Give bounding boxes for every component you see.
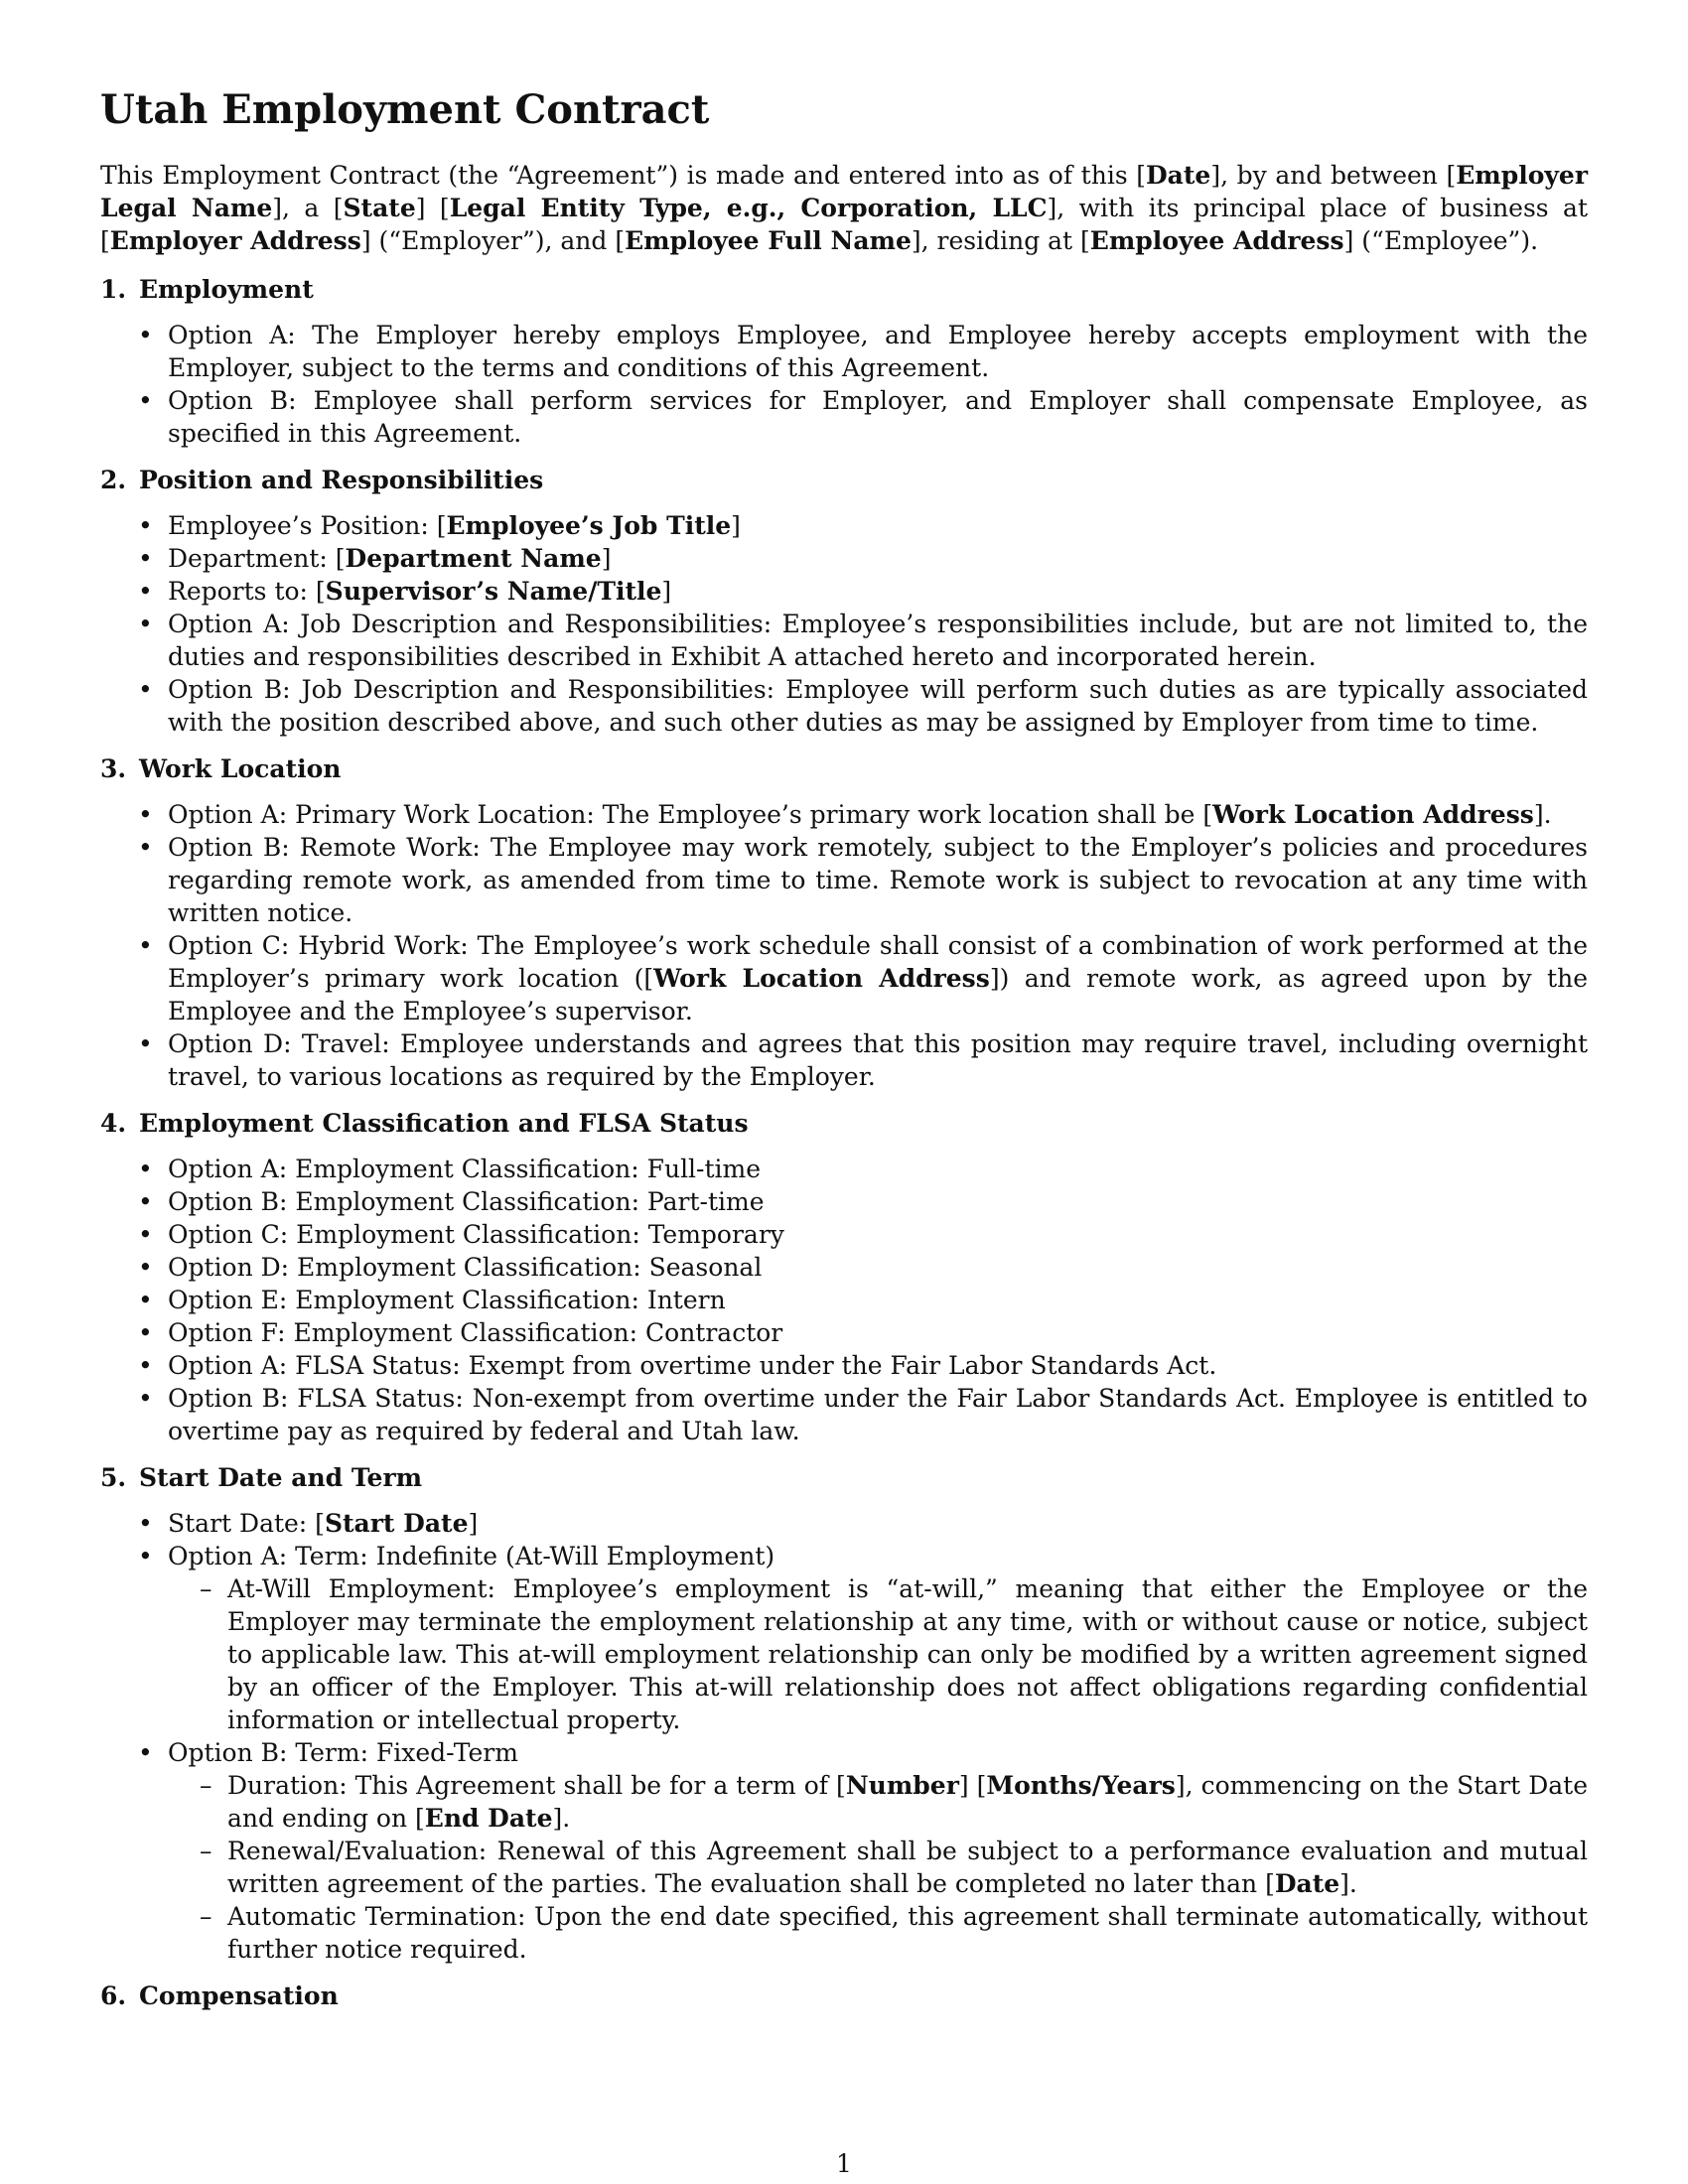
start-date-placeholder: Start Date	[324, 1509, 469, 1538]
section-1-list	[100, 319, 1588, 450]
list-item: • Option B: FLSA Status: Non-exempt from overtime under the Fair Labor Standards Act. Employee is entitled to overtime pay as required by federal and Utah law.	[100, 1382, 1588, 1447]
item-text: Option A: Primary Work Location: The Employee’s primary work location shall be [	[168, 800, 1213, 829]
list-item	[100, 509, 1588, 542]
document-page	[100, 85, 1588, 2025]
intro-text: ], by and between [	[1210, 161, 1457, 190]
employer-address-placeholder: Employer Address	[109, 226, 361, 255]
date-placeholder: Date	[1274, 1869, 1340, 1898]
list-item: • Option D: Travel: Employee understands and agrees that this position may require travel, including overnight travel, to various locations as required by the Employer.	[100, 1027, 1588, 1093]
section-title: Compensation	[139, 1981, 339, 2010]
end-date-placeholder: End Date	[424, 1804, 553, 1833]
section-3-list	[100, 798, 1588, 1093]
section-title: Employment Classification and FLSA Status	[139, 1109, 749, 1138]
employee-name-placeholder: Employee Full Name	[625, 226, 912, 255]
field-label: Employee’s Position: [	[168, 511, 447, 540]
bracket: ]	[731, 511, 741, 540]
item-text: Option C: Hybrid Work: The Employee’s work schedule shall consist of a combination of work performed at the Employer’s primary work location ([	[168, 931, 1588, 993]
field-label: Department: [	[168, 544, 346, 573]
bracket: ]	[468, 1509, 479, 1538]
list-item: • Option A: Job Description and Responsibilities: Employee’s responsibilities include, but are not limited to, the duties and responsibilities described in Exhibit A attached hereto and incorporated herein.	[100, 608, 1588, 673]
list-item	[100, 798, 1588, 831]
number-placeholder: Number	[845, 1771, 959, 1800]
list-item: • Option C: Employment Classification: Temporary	[100, 1218, 1588, 1251]
employer-name-placeholder: Employer Legal Name	[100, 161, 1588, 222]
intro-text: ], with its principal place of business at [	[100, 194, 1588, 255]
section-4-list	[100, 1153, 1588, 1447]
section-number: 2.	[100, 466, 127, 494]
intro-text: ], a [	[272, 194, 344, 222]
section-number: 6.	[100, 1981, 127, 2010]
list-item	[100, 1736, 1588, 1966]
list-item	[100, 542, 1588, 575]
job-title-placeholder: Employee’s Job Title	[446, 511, 732, 540]
list-item: • Option B: Employee shall perform services for Employer, and Employer shall compensate Employee, as specified in this Agreement.	[100, 384, 1588, 450]
intro-text: ] [	[415, 194, 450, 222]
intro-text: This Employment Contract (the “Agreement”) is made and entered into as of this [	[100, 161, 1146, 190]
item-text: ].	[1533, 800, 1552, 829]
item-text: ].	[552, 1804, 571, 1833]
intro-paragraph	[100, 159, 1588, 257]
list-item: • Option B: Job Description and Responsibilities: Employee will perform such duties as are typically associated with the position described above, and such other duties as may be assigned by Employer from time to time.	[100, 673, 1588, 739]
sub-list-item: – At-Will Employment: Employee’s employment is “at-will,” meaning that either the Employee or the Employer may terminate the employment relationship at any time, with or without cause or notice, subject to applicable law. This at-will employment relationship can only be modified by a written agreement signed by an officer of the Employer. This at-will relationship does not affect obligations regarding confidential information or intellectual property.	[168, 1572, 1588, 1736]
item-text: Renewal/Evaluation: Renewal of this Agreement shall be subject to a performance evaluation and mutual written agreement of the parties. The evaluation shall be completed no later than [	[227, 1837, 1588, 1898]
section-title: Start Date and Term	[139, 1463, 423, 1492]
bracket: ]	[661, 577, 672, 606]
section-title: Work Location	[139, 754, 342, 783]
sub-list	[168, 1572, 1588, 1736]
department-placeholder: Department Name	[345, 544, 602, 573]
work-location-placeholder: Work Location Address	[1212, 800, 1534, 829]
intro-text: ] (“Employee”).	[1343, 226, 1539, 255]
list-item: • Option D: Employment Classification: Seasonal	[100, 1251, 1588, 1284]
supervisor-placeholder: Supervisor’s Name/Title	[325, 577, 662, 606]
field-label: Reports to: [	[168, 577, 326, 606]
list-item: • Option B: Employment Classification: Part-time	[100, 1185, 1588, 1218]
list-item	[100, 929, 1588, 1027]
item-text: ]) and remote work, as agreed upon by the Employee and the Employee’s supervisor.	[168, 964, 1588, 1025]
entity-type-placeholder: Legal Entity Type, e.g., Corporation, LLC	[449, 194, 1048, 222]
list-item: • Option B: Remote Work: The Employee may work remotely, subject to the Employer’s policies and procedures regarding remote work, as amended from time to time. Remote work is subject to revocation at any time with written notice.	[100, 831, 1588, 929]
section-number: 5.	[100, 1463, 127, 1492]
item-text: Option A: Term: Indefinite (At-Will Employment)	[168, 1542, 775, 1570]
section-heading	[100, 464, 1588, 496]
item-text: Duration: This Agreement shall be for a term of [	[227, 1771, 846, 1800]
intro-text: ], residing at [	[911, 226, 1090, 255]
section-number: 4.	[100, 1109, 127, 1138]
list-item	[100, 1507, 1588, 1540]
work-location-placeholder: Work Location Address	[653, 964, 990, 993]
list-item	[100, 1540, 1588, 1736]
item-text: ], commencing on the Start Date and ending on [	[227, 1771, 1589, 1833]
list-item: • Option A: Employment Classification: Full-time	[100, 1153, 1588, 1185]
section-2-list	[100, 509, 1588, 739]
list-item: • Option E: Employment Classification: Intern	[100, 1284, 1588, 1316]
page-number: 1	[836, 2149, 852, 2178]
section-number: 1.	[100, 275, 127, 304]
employee-address-placeholder: Employee Address	[1089, 226, 1344, 255]
section-heading	[100, 752, 1588, 785]
section-heading	[100, 1107, 1588, 1140]
intro-text: ] (“Employer”), and [	[360, 226, 626, 255]
date-placeholder: Date	[1146, 161, 1211, 190]
state-placeholder: State	[343, 194, 416, 222]
months-years-placeholder: Months/Years	[986, 1771, 1176, 1800]
item-text: Option B: Term: Fixed-Term	[168, 1738, 518, 1767]
section-heading	[100, 273, 1588, 306]
document-title: Utah Employment Contract	[100, 86, 710, 133]
section-title: Employment	[139, 275, 314, 304]
item-text: ] [	[958, 1771, 987, 1800]
section-title: Position and Responsibilities	[139, 466, 544, 494]
section-heading	[100, 1979, 1588, 2012]
section-5-list	[100, 1507, 1588, 1966]
field-label: Start Date: [	[168, 1509, 325, 1538]
list-item	[100, 575, 1588, 608]
sub-list-item: – Automatic Termination: Upon the end date specified, this agreement shall terminate automatically, without further notice required.	[168, 1900, 1588, 1966]
sub-list-item	[168, 1769, 1588, 1835]
sub-list	[168, 1769, 1588, 1966]
section-number: 3.	[100, 754, 127, 783]
list-item: • Option A: The Employer hereby employs Employee, and Employee hereby accepts employment with the Employer, subject to the terms and conditions of this Agreement.	[100, 319, 1588, 384]
item-text: ].	[1339, 1869, 1357, 1898]
section-heading	[100, 1461, 1588, 1494]
list-item: • Option A: FLSA Status: Exempt from overtime under the Fair Labor Standards Act.	[100, 1349, 1588, 1382]
bracket: ]	[601, 544, 612, 573]
list-item: • Option F: Employment Classification: Contractor	[100, 1316, 1588, 1349]
sub-list-item	[168, 1835, 1588, 1900]
